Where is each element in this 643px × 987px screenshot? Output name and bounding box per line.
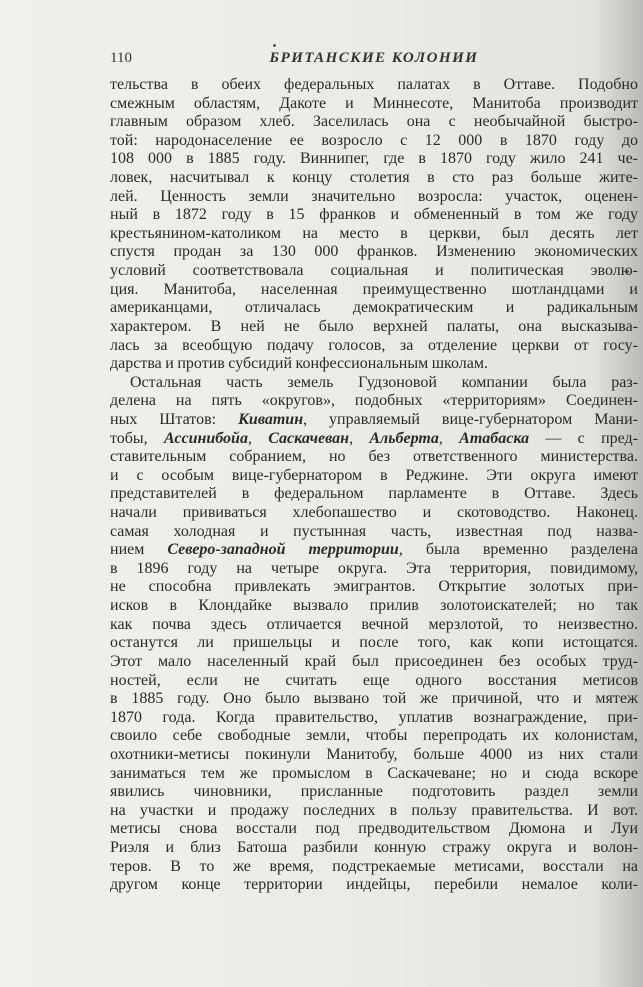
text-line xyxy=(110,653,638,672)
scan-speck xyxy=(273,44,276,47)
body-text xyxy=(110,76,638,895)
text-segment: тельства в обеих федеральных палатах в Оттаве. Подобно xyxy=(110,76,638,93)
text-segment: крестьянином-католиком на место в церкви, был десять лет xyxy=(110,224,638,242)
text-segment: не способна привлекать эмигрантов. Открытие золотых при- xyxy=(110,578,638,596)
text-segment: , xyxy=(349,429,370,447)
text-line xyxy=(110,746,638,765)
running-title: БРИТАНСКИЕ КОЛОНИИ xyxy=(269,50,479,66)
text-segment: смежным областям, Дакоте и Миннесоте, Манитоба производит xyxy=(110,94,638,112)
text-segment: Остальная часть земель Гудзоновой компании была раз- xyxy=(130,373,638,391)
text-line xyxy=(110,560,638,579)
italic-term: Альберта xyxy=(369,429,439,447)
text-segment: , xyxy=(247,429,269,447)
text-line xyxy=(110,541,638,560)
text-segment: в 1896 году на четыре округа. Эта территория, повидимому, xyxy=(110,559,638,577)
text-segment: явились чиновники, присланные подготовить раздел земли xyxy=(110,783,638,801)
text-segment: представителей в федеральном парламенте в Оттаве. Здесь xyxy=(110,485,638,503)
text-line xyxy=(110,281,638,300)
text-line xyxy=(110,392,638,411)
text-segment: в 1885 году. Оно было вызвано той же причиной, что и мятеж xyxy=(110,690,638,708)
text-line xyxy=(110,485,638,504)
text-segment: характером. В ней не было верхней палаты, она высказыва- xyxy=(110,317,638,335)
text-line xyxy=(110,597,638,616)
text-segment: 108 000 в 1885 году. Виннипег, где в 1870 году жило 241 че- xyxy=(110,150,638,168)
text-line xyxy=(110,672,638,691)
italic-term: Киватин xyxy=(238,410,304,428)
text-segment: на участки и продажу последних в пользу правительства. И вот. xyxy=(110,801,638,819)
text-segment: охотники-метисы покинули Манитобу, больше 4000 из них стали xyxy=(110,745,638,763)
text-segment: как почва здесь отличается вечной мерзлотой, то неизвестно. xyxy=(110,615,638,633)
text-line xyxy=(110,783,638,802)
text-segment: ция. Манитоба, населенная преимущественно шотландцами и xyxy=(110,280,638,298)
text-segment: начали прививаться хлебопашество и скотоводство. Наконец. xyxy=(110,504,638,522)
page-number: 110 xyxy=(110,50,132,66)
text-line xyxy=(110,634,638,653)
text-segment: главным образом хлеб. Заселилась она с необычайной быстро- xyxy=(110,113,638,131)
text-segment: дарства и против субсидий конфессиональным школам. xyxy=(110,355,489,373)
text-line xyxy=(110,430,638,449)
text-line xyxy=(110,858,638,877)
text-line xyxy=(110,448,638,467)
italic-term: Ассинибойа xyxy=(163,429,248,447)
text-line xyxy=(110,76,638,95)
text-segment: ных Штатов: xyxy=(110,410,239,428)
text-line xyxy=(110,299,638,318)
italic-term: Саскачеван xyxy=(268,429,350,447)
text-segment: , была временно разделена xyxy=(398,541,639,559)
text-segment: той: народонаселение ее возросло с 12 000 в 1870 году до xyxy=(110,131,638,149)
text-line xyxy=(110,132,638,151)
text-segment: американцами, отличалась демократическим и радикальным xyxy=(110,299,638,317)
text-line xyxy=(110,523,638,542)
page-header xyxy=(110,50,638,70)
text-line xyxy=(110,169,638,188)
text-line xyxy=(110,690,638,709)
text-line xyxy=(110,374,638,393)
text-line xyxy=(110,709,638,728)
text-segment: ный в 1872 году в 15 франков и обмененный в том же году xyxy=(110,206,638,224)
italic-term: Атабаска xyxy=(459,429,530,447)
text-segment: делена на пять «округов», подобных «территориям» Соединен- xyxy=(110,392,638,410)
text-line xyxy=(110,820,638,839)
text-segment: останутся ли пришельцы и после того, как копи истощатся. xyxy=(110,634,638,652)
text-line xyxy=(110,113,638,132)
text-line xyxy=(110,616,638,635)
text-segment: ставительным собранием, но без ответственного министерства. xyxy=(110,448,638,466)
text-segment: условий соответствовала социальная и политическая эволю- xyxy=(110,262,638,280)
text-segment: метисы снова восстали под предводительством Дюмона и Луи xyxy=(110,820,638,838)
text-line xyxy=(110,337,638,356)
text-segment: , xyxy=(438,429,460,447)
text-line xyxy=(110,578,638,597)
text-segment: заниматься тем же промыслом в Саскачеване; но и сюда вскоре xyxy=(110,764,638,782)
text-segment: спустя продан за 130 000 франков. Изменению экономических xyxy=(110,243,638,261)
text-segment: лей. Ценность земли значительно возросла: участок, оценен- xyxy=(110,187,638,205)
text-line xyxy=(110,467,638,486)
text-line xyxy=(110,411,638,430)
text-segment: теров. В то же время, подстрекаемые метисами, восстали на xyxy=(110,857,638,875)
text-segment: Риэля и близ Батоша разбили конную стражу округа и волон- xyxy=(110,838,638,856)
text-line xyxy=(110,318,638,337)
text-segment: нием xyxy=(110,541,168,559)
text-line xyxy=(110,839,638,858)
text-line xyxy=(110,876,638,895)
text-segment: исков в Клондайке вызвало прилив золотоискателей; но так xyxy=(110,597,638,615)
text-segment: и с особым вице-губернатором в Реджине. Эти округа имеют xyxy=(110,466,638,484)
text-segment: самая холодная и пустынная часть, известная под назва- xyxy=(110,522,638,540)
text-segment: тобы, xyxy=(110,429,164,447)
text-line xyxy=(110,727,638,746)
text-line xyxy=(110,262,638,281)
text-segment: 1870 года. Когда правительство, уплатив вознаграждение, при- xyxy=(110,708,638,726)
text-line xyxy=(110,504,638,523)
italic-term: Северо-западной территории xyxy=(167,541,399,559)
text-line xyxy=(110,95,638,114)
text-segment: ловек, насчитывал к концу столетия в сто раз больше жите- xyxy=(110,169,638,187)
text-segment: Этот мало населенный край был присоединен без особых труд- xyxy=(110,652,638,670)
text-line xyxy=(110,765,638,784)
text-line xyxy=(110,206,638,225)
text-line xyxy=(110,225,638,244)
text-segment: — с пред- xyxy=(529,429,639,447)
text-segment: другом конце территории индейцы, перебили немалое коли- xyxy=(110,876,638,894)
text-line xyxy=(110,355,638,374)
text-segment: своило себе свободные земли, чтобы перепродать их колонистам, xyxy=(110,727,638,745)
text-segment: ностей, если не считать еще одного восстания метисов xyxy=(110,671,638,689)
text-segment: лась за всеобщую подачу голосов, за отделение церкви от госу- xyxy=(110,336,638,354)
text-line xyxy=(110,243,638,262)
text-line xyxy=(110,188,638,207)
text-line xyxy=(110,802,638,821)
text-line xyxy=(110,150,638,169)
text-segment: , управляемый вице-губернатором Мани- xyxy=(303,410,639,428)
